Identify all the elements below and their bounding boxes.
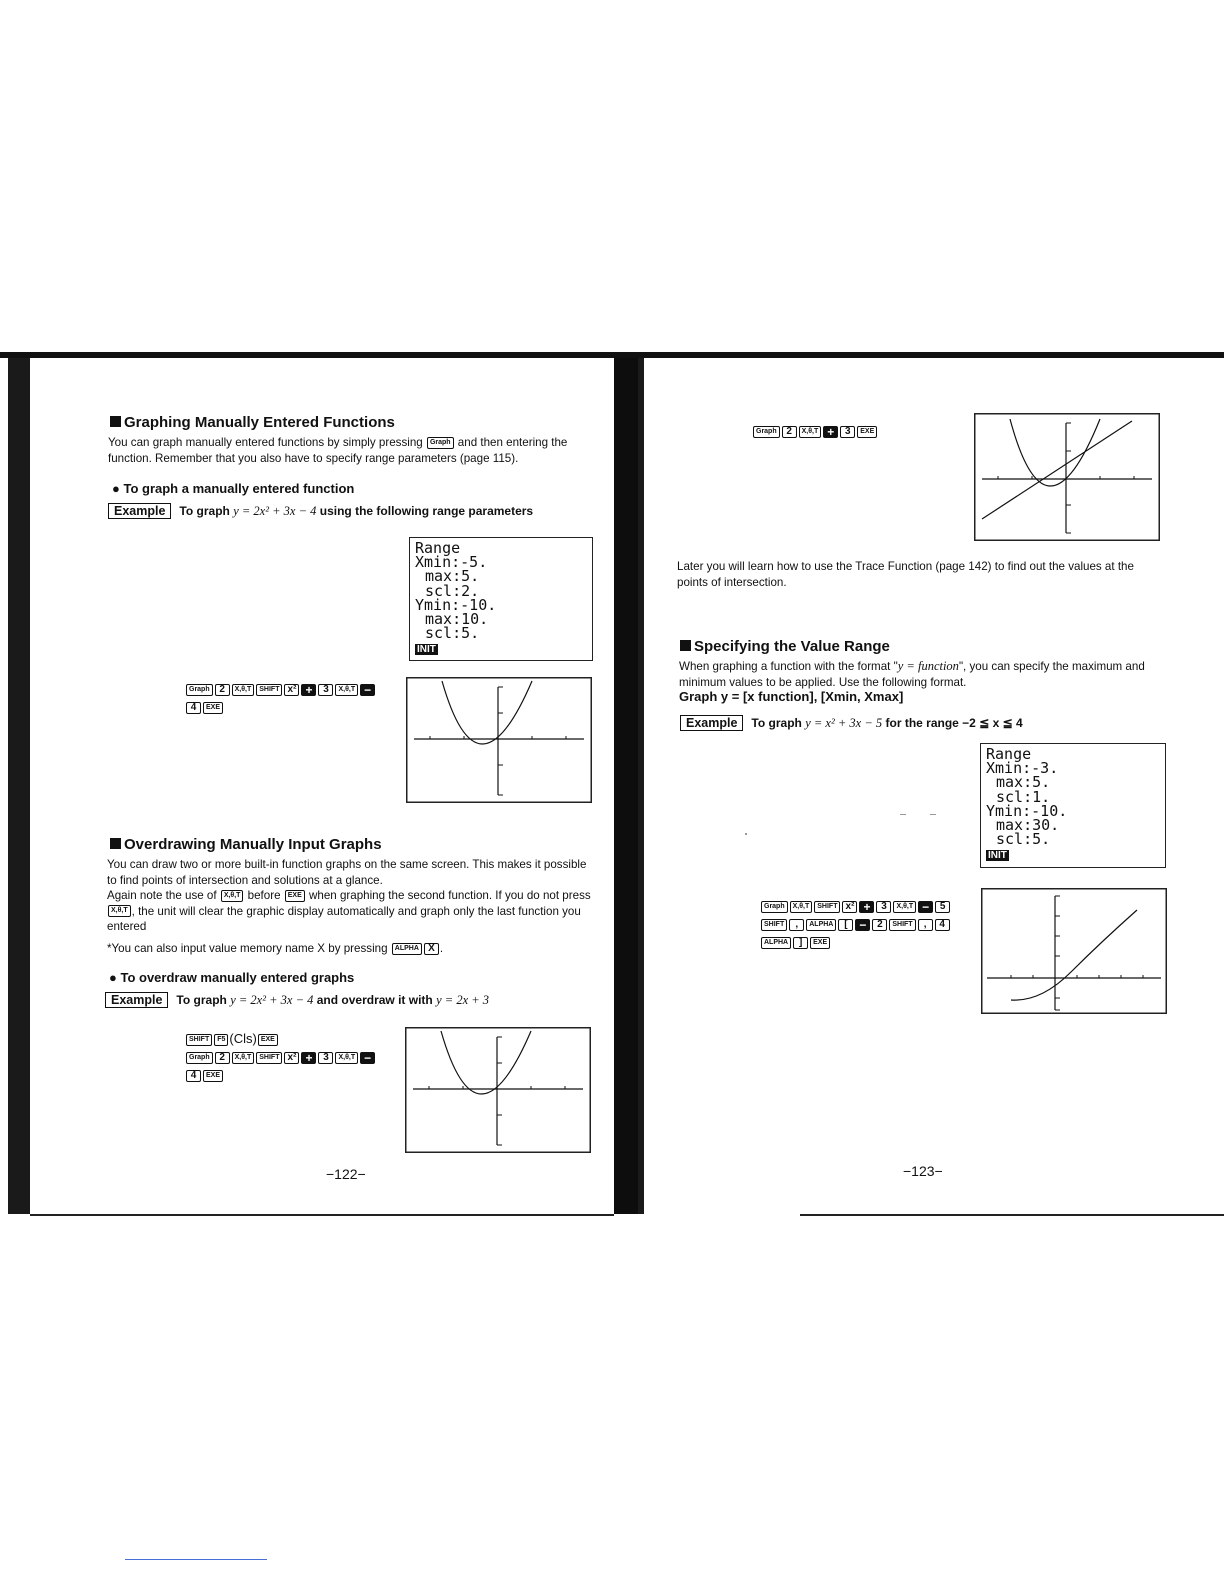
heading-graphing-manual: Graphing Manually Entered Functions — [110, 414, 395, 431]
key-sequence-1: Graph 2 X,θ,T SHIFT x² + 3 X,θ,T − 4 EXE — [185, 680, 376, 716]
page-bottom-edge-left — [30, 1214, 614, 1216]
graph-restricted-parabola — [981, 888, 1167, 1014]
key-sequence-2: SHIFT F5 (Cls) EXE Graph 2 X,θ,T SHIFT x² + 3 X,θ,T − 4 EXE — [185, 1030, 376, 1084]
scan-speck — [930, 814, 936, 815]
init-softkey: INIT — [988, 850, 1007, 862]
range-display-1: Range Xmin:-5. max:5. scl:2. Ymin:-10. max:10. scl:5. INIT — [409, 537, 593, 661]
example-label: Example — [108, 503, 171, 519]
subheading-graph-manual-function: ● To graph a manually entered function — [112, 481, 355, 496]
paragraph-overdrawing-1: You can draw two or more built-in function graphs on the same screen. This makes it possible to find points of intersection and solutions at a glance. — [107, 858, 587, 887]
paragraph-trace-note: Later you will learn how to use the Trace Function (page 142) to find out the values at the points of intersection. — [677, 560, 1134, 589]
book-gutter — [614, 358, 638, 1214]
graph-parabola-and-line — [974, 413, 1160, 541]
graph-key-icon: Graph — [427, 437, 454, 449]
page-number-right: −123− — [903, 1163, 943, 1179]
page-bottom-edge-right — [800, 1214, 1224, 1216]
page-number-left: −122− — [326, 1166, 366, 1182]
key-sequence-3: Graph 2 X,θ,T + 3 EXE — [752, 422, 878, 440]
init-softkey: INIT — [417, 644, 436, 656]
example-label: Example — [680, 715, 743, 731]
key-sequence-4: Graph X,θ,T SHIFT x² + 3 X,θ,T − 5 SHIFT , ALPHA [ − 2 SHIFT , 4 ALPHA ] EXE — [760, 897, 951, 951]
scan-speck — [745, 833, 747, 835]
bottom-link-underline — [125, 1559, 267, 1560]
example-label: Example — [105, 992, 168, 1008]
scan-speck — [900, 814, 906, 815]
paragraph-overdrawing-2: Again note the use of X,θ,T before EXE when graphing the second function. If you do not press X,θ,T , the unit will clear the graphic display automatically and graph only the last function you entered — [107, 889, 591, 933]
format-line: Graph y = [x function], [Xmin, Xmax] — [679, 689, 904, 704]
heading-overdrawing: Overdrawing Manually Input Graphs — [110, 836, 382, 853]
example-3-line: Example To graph y = x² + 3x − 5 for the range −2 ≦ x ≦ 4 — [680, 715, 1023, 731]
graph-parabola-2 — [405, 1027, 591, 1153]
example-2-line: Example To graph y = 2x² + 3x − 4 and overdraw it with y = 2x + 3 — [105, 992, 489, 1008]
paragraph-graphing-intro: You can graph manually entered functions by simply pressing Graph and then entering the function. Remember that you also have to specify range parameters (page 115). — [108, 436, 568, 465]
range-display-2: Range Xmin:-3. max:5. scl:1. Ymin:-10. max:30. scl:5. INIT — [980, 743, 1166, 868]
subheading-overdraw: ● To overdraw manually entered graphs — [109, 970, 355, 985]
example-1-line: Example To graph y = 2x² + 3x − 4 using the following range parameters — [108, 503, 533, 519]
graph-parabola-1 — [406, 677, 592, 803]
note-value-memory: *You can also input value memory name X by pressing ALPHA X . — [107, 942, 444, 955]
heading-value-range: Specifying the Value Range — [680, 638, 890, 655]
paragraph-value-range: When graphing a function with the format "y = function", you can specify the maximum and minimum values to be applied. Use the following format. — [679, 659, 1145, 689]
